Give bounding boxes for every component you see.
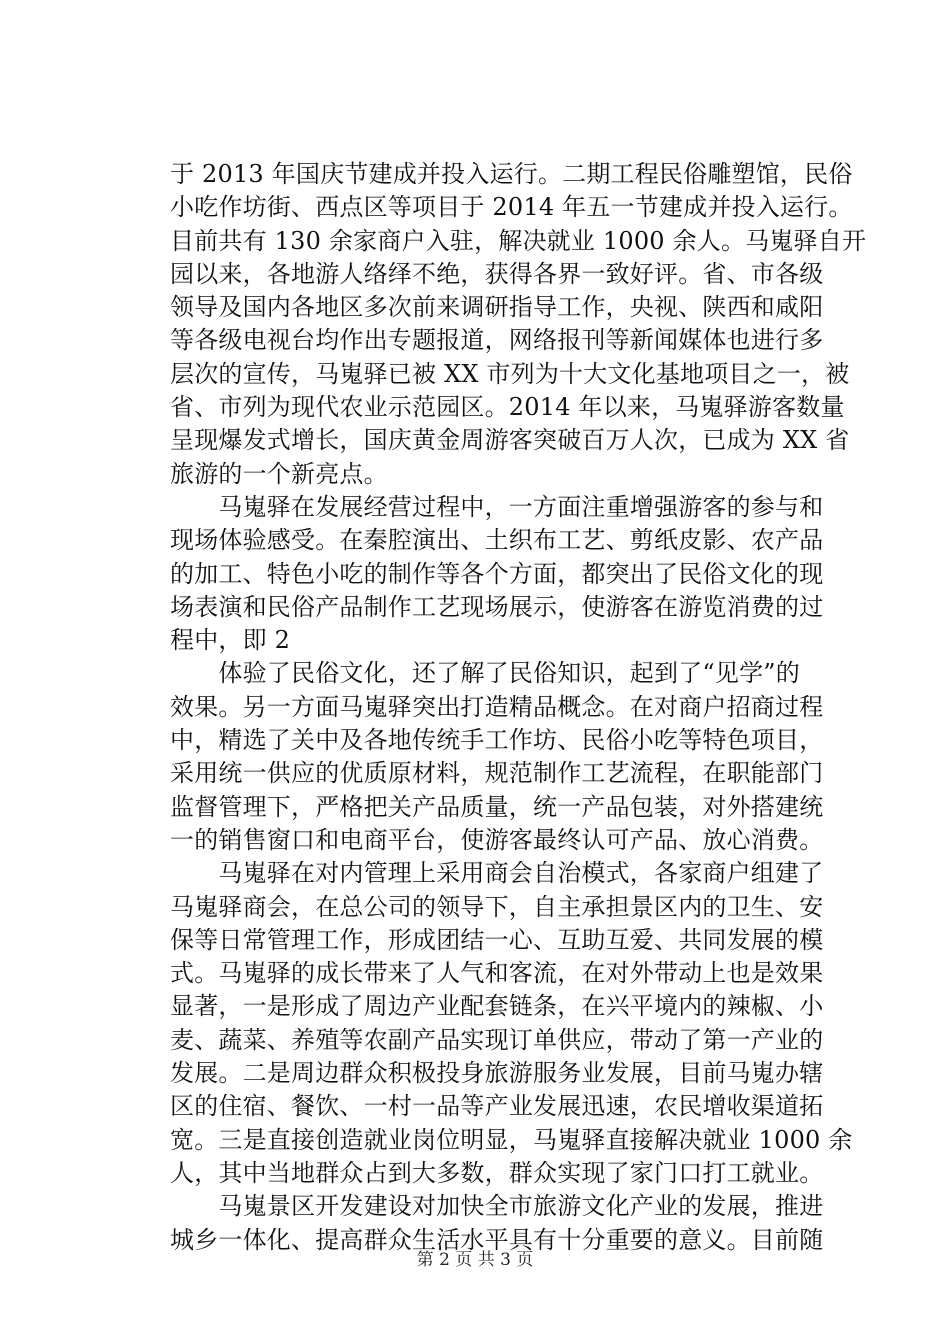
page-footer: 第 2 页 共 3 页 (416, 1250, 534, 1270)
text-line: 于 2013 年国庆节建成并投入运行。二期工程民俗雕塑馆，民俗 (170, 160, 853, 188)
text-line: 监督管理下，严格把关产品质量，统一产品包装，对外搭建统 (170, 792, 824, 821)
body-text (170, 158, 867, 1257)
text-line: 层次的宣传，马嵬驿已被 XX 市列为十大文化基地项目之一，被 (170, 359, 850, 388)
text-line: 区的住宿、餐饮、一村一品等产业发展迅速，农民增收渠道拓 (170, 1092, 824, 1121)
text-line: 采用统一供应的优质原材料，规范制作工艺流程，在职能部门 (170, 759, 824, 788)
text-line: 人，其中当地群众占到大多数，群众实现了家门口打工就业。 (170, 1158, 824, 1187)
text-line: 小吃作坊街、西点区等项目于 2014 年五一节建成并投入运行。 (170, 193, 853, 222)
text-line: 目前共有 130 余家商户入驻，解决就业 1000 余人。马嵬驿自开 (170, 226, 867, 255)
text-line: 一的销售窗口和电商平台，使游客最终认可产品、放心消费。 (170, 825, 824, 854)
text-line: 宽。三是直接创造就业岗位明显，马嵬驿直接解决就业 1000 余 (170, 1125, 853, 1154)
text-line: 程中，即 2 (170, 626, 291, 655)
text-line: 马嵬驿商会，在总公司的领导下，自主承担景区内的卫生、安 (170, 892, 824, 921)
text-line: 马嵬驿在对内管理上采用商会自治模式，各家商户组建了 (170, 859, 824, 888)
text-line: 旅游的一个新亮点。 (170, 459, 388, 488)
text-line: 省、市列为现代农业示范园区。2014 年以来，马嵬驿游客数量 (170, 393, 845, 422)
text-line: 现场体验感受。在秦腔演出、土织布工艺、剪纸皮影、农产品 (170, 526, 824, 555)
text-line: 等各级电视台均作出专题报道，网络报刊等新闻媒体也进行多 (170, 326, 824, 355)
text-line: 麦、蔬菜、养殖等农副产品实现订单供应，带动了第一产业的 (170, 1025, 824, 1054)
text-line: 保等日常管理工作，形成团结一心、互助互爱、共同发展的模 (170, 925, 824, 954)
text-line: 城乡一体化、提高群众生活水平具有十分重要的意义。目前随 (170, 1225, 824, 1254)
text-line: 中，精选了关中及各地传统手工作坊、民俗小吃等特色项目， (170, 726, 824, 755)
text-line: 效果。另一方面马嵬驿突出打造精品概念。在对商户招商过程 (170, 692, 824, 721)
text-line: 马嵬驿在发展经营过程中，一方面注重增强游客的参与和 (170, 492, 824, 521)
text-line: 体验了民俗文化，还了解了民俗知识，起到了“见学”的 (170, 659, 800, 688)
text-line: 园以来，各地游人络绎不绝，获得各界一致好评。省、市各级 (170, 259, 824, 288)
text-line: 呈现爆发式增长，国庆黄金周游客突破百万人次，已成为 XX 省 (170, 426, 850, 455)
text-line: 领导及国内各地区多次前来调研指导工作，央视、陕西和咸阳 (170, 293, 824, 322)
text-line: 显著，一是形成了周边产业配套链条，在兴平境内的辣椒、小 (170, 992, 824, 1021)
text-line: 式。马嵬驿的成长带来了人气和客流，在对外带动上也是效果 (170, 959, 824, 988)
text-line: 发展。二是周边群众积极投身旅游服务业发展，目前马嵬办辖 (170, 1059, 824, 1088)
text-line: 的加工、特色小吃的制作等各个方面，都突出了民俗文化的现 (170, 559, 824, 588)
text-line: 马嵬景区开发建设对加快全市旅游文化产业的发展，推进 (170, 1192, 824, 1221)
text-line: 场表演和民俗产品制作工艺现场展示，使游客在游览消费的过 (170, 592, 824, 621)
